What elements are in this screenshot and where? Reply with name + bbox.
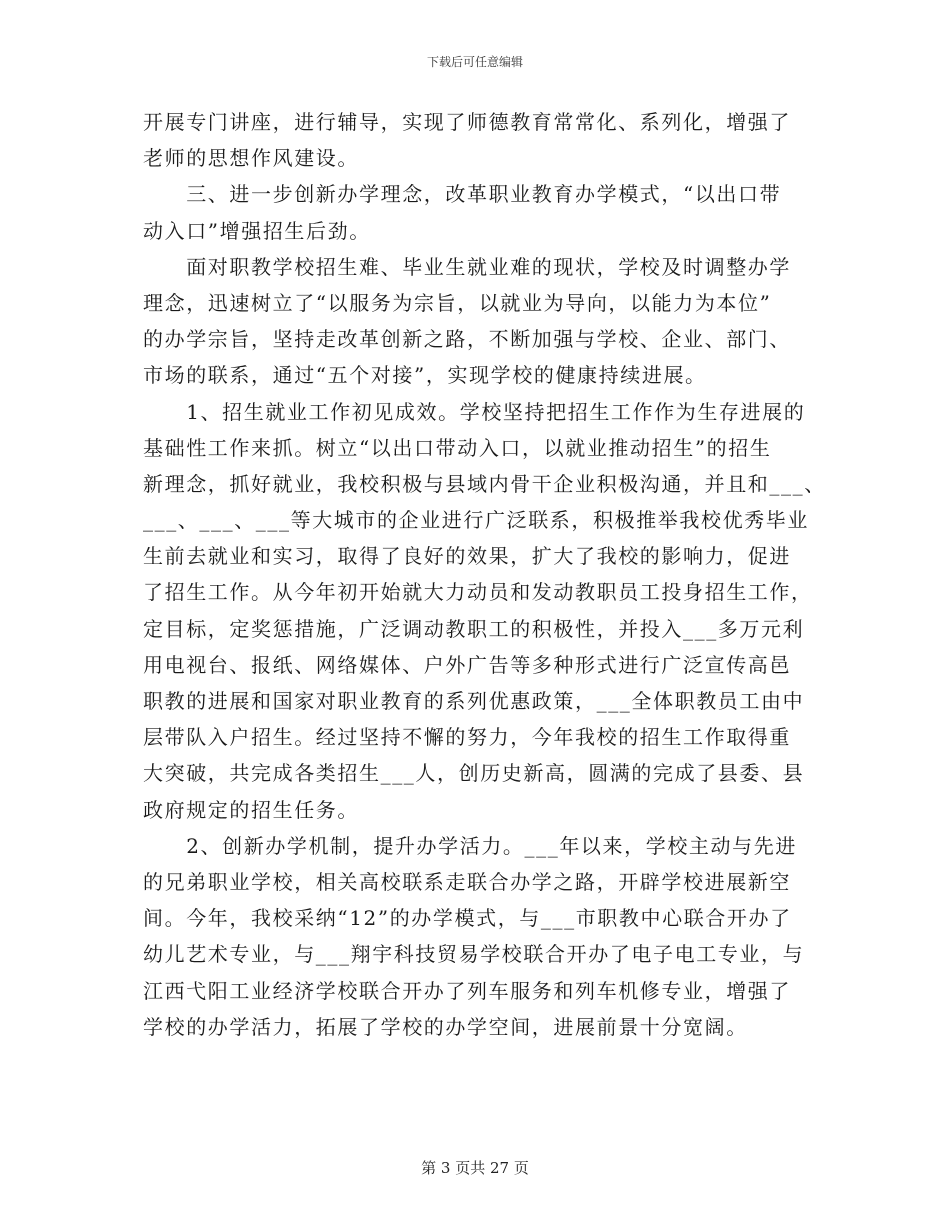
text-line: 定目标，定奖惩措施，广泛调动教职工的积极性，并投入___多万元利 <box>143 616 805 641</box>
text-line: 1、招生就业工作初见成效。学校坚持把招生工作作为生存进展的 <box>143 399 806 424</box>
text-line: 政府规定的招生任务。 <box>143 797 359 822</box>
text-line: 动入口”增强招生后劲。 <box>143 218 371 243</box>
text-line: 的兄弟职业学校，相关高校联系走联合办学之路，开辟学校进展新空 <box>143 869 791 894</box>
text-line: 大突破，共完成各类招生___人，创历史新高，圆满的完成了县委、县 <box>143 761 805 786</box>
text-line: 开展专门讲座，进行辅导，实现了师德教育常常化、系列化，增强了 <box>143 110 791 134</box>
text-line: 江西弋阳工业经济学校联合开办了列车服务和列车机修专业，增强了 <box>143 978 791 1003</box>
text-line: 基础性工作来抓。树立“以出口带动入口，以就业推动招生”的招生 <box>143 435 772 460</box>
text-line: 老师的思想作风建设。 <box>143 146 359 171</box>
text-line: 理念，迅速树立了“以服务为宗旨，以就业为导向，以能力为本位” <box>143 290 772 315</box>
text-line: 市场的联系，通过“五个对接”，实现学校的健康持续进展。 <box>143 363 707 388</box>
text-line: 生前去就业和实习，取得了良好的效果，扩大了我校的影响力，促进 <box>143 544 791 569</box>
page-header: 下载后可任意编辑 <box>426 55 523 69</box>
text-line: 面对职教学校招生难、毕业生就业难的现状，学校及时调整办学 <box>143 254 791 279</box>
text-line: 用电视台、报纸、网络媒体、户外广告等多种形式进行广泛宣传高邑 <box>143 652 791 677</box>
text-line: 间。今年，我校采纳“12”的办学模式，与___市职教中心联合开办了 <box>143 906 792 931</box>
text-line: 层带队入户招生。经过坚持不懈的努力，今年我校的招生工作取得重 <box>143 725 791 750</box>
document-body <box>143 104 826 1045</box>
text-line: 了招生工作。从今年初开始就大力动员和发动教职员工投身招生工作， <box>143 580 813 605</box>
text-line: ___、___、___等大城市的企业进行广泛联系，积极推举我校优秀毕业 <box>143 508 809 533</box>
text-line: 职教的进展和国家对职业教育的系列优惠政策，___全体职教员工由中 <box>143 689 805 713</box>
page-footer: 第 3 页共 27 页 <box>421 1159 529 1177</box>
text-line: 2、创新办学机制，提升办学活力。___年以来，学校主动与先进 <box>143 833 797 858</box>
text-line: 幼儿艺术专业，与___翔宇科技贸易学校联合开办了电子电工专业，与 <box>143 942 805 967</box>
text-line: 新理念，抓好就业，我校积极与县域内骨干企业积极沟通，并且和___、 <box>143 471 826 496</box>
text-line: 学校的办学活力，拓展了学校的办学空间，进展前景十分宽阔。 <box>143 1014 748 1039</box>
text-line: 三、进一步创新办学理念，改革职业教育办学模式，“以出口带 <box>143 182 782 207</box>
text-line: 的办学宗旨，坚持走改革创新之路，不断加强与学校、企业、部门、 <box>143 327 791 352</box>
